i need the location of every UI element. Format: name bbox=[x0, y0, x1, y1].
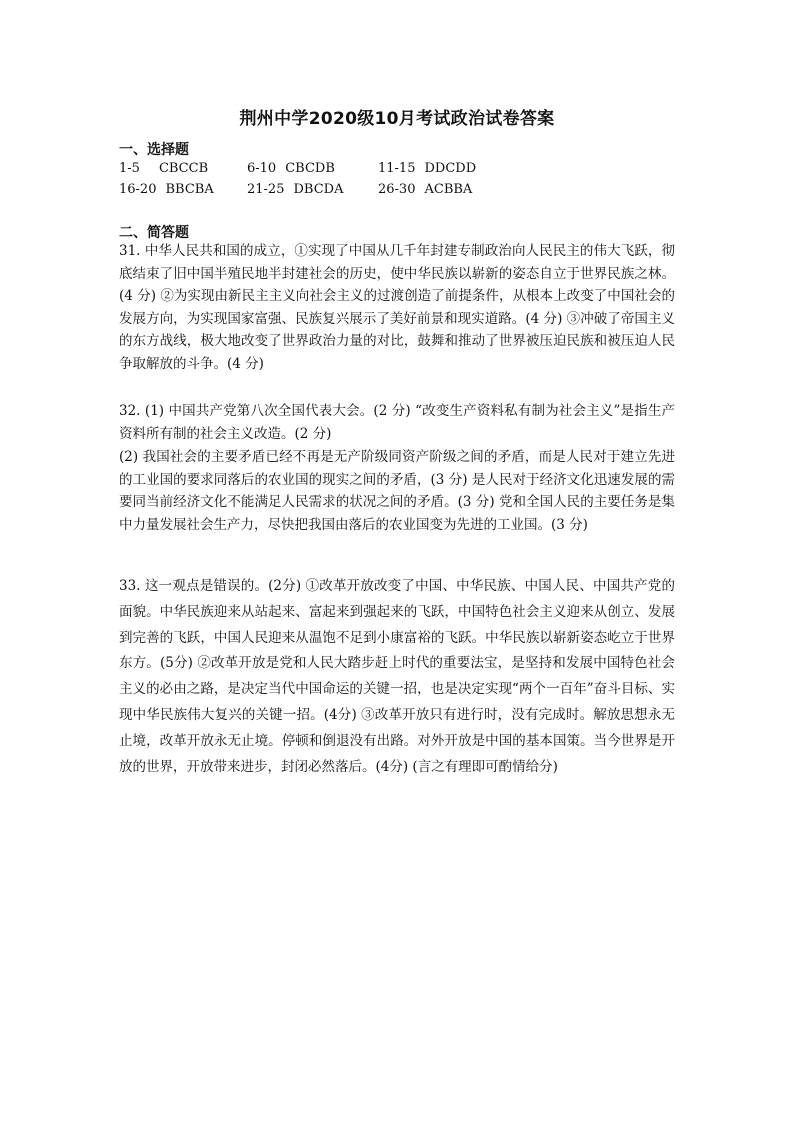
answer-range: 26-30 bbox=[378, 182, 416, 197]
answer-group-26-30 bbox=[378, 182, 472, 197]
answer-group-21-25 bbox=[247, 182, 343, 197]
section-heading-short-answer: 二、简答题 bbox=[119, 225, 189, 241]
answer-range: 21-25 bbox=[247, 182, 285, 197]
answer-letters: CBCCB bbox=[158, 161, 209, 176]
answer-letters: DDCDD bbox=[424, 161, 477, 176]
answer-range: 16-20 bbox=[119, 182, 157, 197]
answer-group-16-20 bbox=[119, 182, 214, 197]
section-heading-multiple-choice: 一、选择题 bbox=[119, 142, 189, 158]
answer-question-31: 31. 中华人民共和国的成立，①实现了中国从几千年封建专制政治向人民民主的伟大飞跃，彻底结束了旧中国半殖民地半封建社会的历史，使中华民族以崭新的姿态自立于世界民族之林。(4 分) ②为实现由新民主主义向社会主义的过渡创造了前提条件，从根本上改变了中国社会的发展方向，为实现国家富强、民族复兴展示了美好前景和现实道路。(4 分) ③冲破了帝国主义的东方战线，极大地改变了世界政治力量的对比，鼓舞和推动了世界被压迫民族和被压迫人民争取解放的斗争。(4 分) bbox=[119, 243, 675, 372]
answer-letters: DBCDA bbox=[293, 182, 344, 197]
answer-question-32-part-1: 32. (1) 中国共产党第八次全国代表大会。(2 分) “改变生产资料私有制为社会主义”是指生产资料所有制的社会主义改造。(2 分) bbox=[119, 403, 675, 442]
answer-letters: ACBBA bbox=[424, 182, 473, 197]
answer-question-33: 33. 这一观点是错误的。(2分) ①改革开放改变了中国、中华民族、中国人民、中国共产党的面貌。中华民族迎来从站起来、富起来到强起来的飞跃，中国特色社会主义迎来从创立、发展到完善的飞跃，中国人民迎来从温饱不足到小康富裕的飞跃。中华民族以崭新姿态屹立于世界东方。(5分) ②改革开放是党和人民大踏步赶上时代的重要法宝，是坚持和发展中国特色社会主义的必由之路，是决定当代中国命运的关键一招，也是决定实现“两个一百年”奋斗目标、实现中华民族伟大复兴的关键一招。(4分) ③改革开放只有进行时，没有完成时。解放思想永无止境，改革开放永无止境。停顿和倒退没有出路。对外开放是中国的基本国策。当今世界是开放的世界，开放带来进步，封闭必然落后。(4分) (言之有理即可酌情给分) bbox=[119, 578, 675, 775]
answer-letters: CBCDB bbox=[285, 161, 335, 176]
answer-group-1-5 bbox=[119, 161, 208, 176]
answer-range: 6-10 bbox=[247, 161, 277, 176]
page-title: 荆州中学2020级10月考试政治试卷答案 bbox=[239, 109, 555, 129]
answer-group-11-15 bbox=[378, 161, 476, 176]
answer-range: 11-15 bbox=[378, 161, 416, 176]
answer-group-6-10 bbox=[247, 161, 335, 176]
answer-question-32-part-2: (2) 我国社会的主要矛盾已经不再是无产阶级同资产阶级之间的矛盾，而是人民对于建立先进的工业国的要求同落后的农业国的现实之间的矛盾，(3 分) 是人民对于经济文化迅速发展的需要同当前经济文化不能满足人民需求的状况之间的矛盾。(3 分) 党和全国人民的主要任务是集中力量发展社会生产力，尽快把我国由落后的农业国变为先进的工业国。(3 分) bbox=[119, 449, 675, 533]
answer-letters: BBCBA bbox=[165, 182, 214, 197]
answer-range: 1-5 bbox=[119, 161, 140, 176]
